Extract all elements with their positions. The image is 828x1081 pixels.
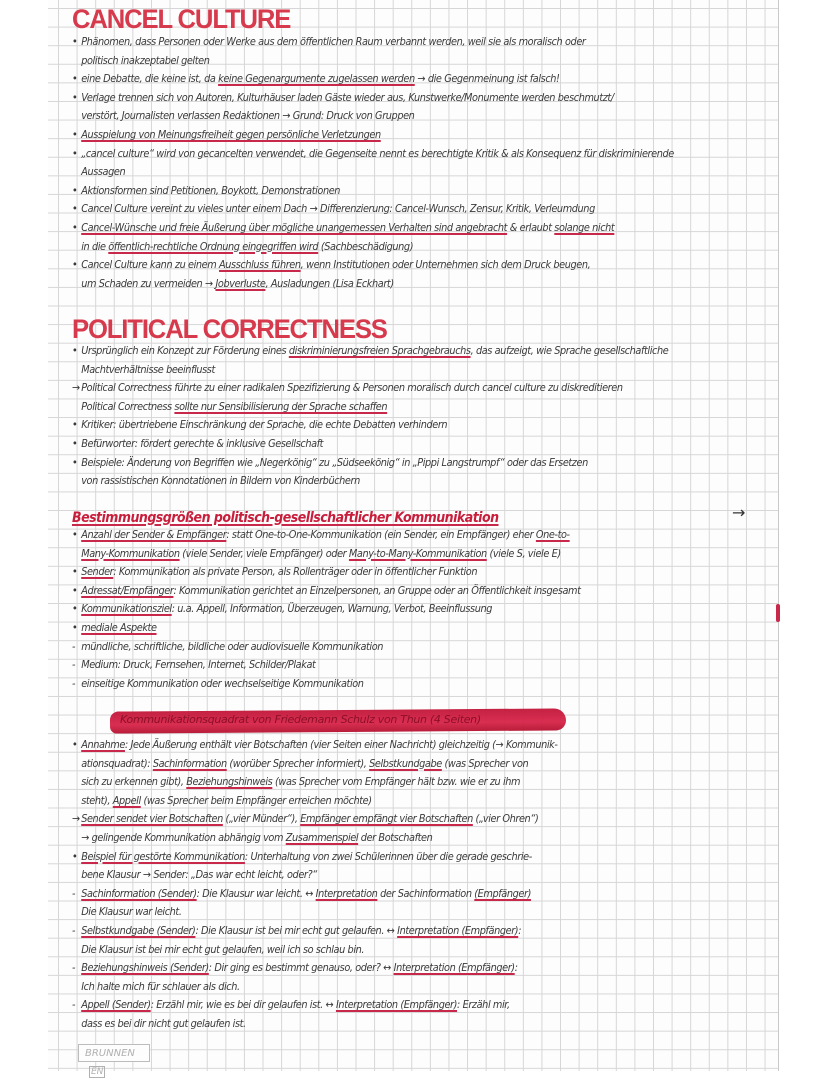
underlined-term: Sender <box>81 566 114 579</box>
bullet-icon: • <box>72 147 78 160</box>
note-text: (was Sprecher von <box>441 757 529 770</box>
bullet-icon: • <box>72 584 78 597</box>
note-text: : Kommunikation gerichtet an Einzelpersonen, an Gruppe oder an Öffentlichkeit insgesamt <box>173 584 581 597</box>
note-line <box>72 200 595 219</box>
underlined-term: keine Gegenargumente zugelassen werden <box>218 73 415 86</box>
note-line <box>72 656 315 675</box>
bullet-icon: • <box>72 456 78 469</box>
note-text: Ich halte mich für schlauer als dich. <box>81 980 240 993</box>
note-text: : Jede Äußerung enthält vier Botschaften (vier Seiten einer Nachricht) gleichzeitig (→ Kommunik- <box>124 739 558 751</box>
note-line <box>72 435 323 454</box>
bullet-icon: • <box>72 259 78 272</box>
bullet-icon: • <box>72 91 78 104</box>
note-text: mündliche, schriftliche, bildliche oder audiovisuelle Kommunikation <box>81 640 384 653</box>
note-line <box>72 238 413 257</box>
note-text: steht), <box>81 794 113 807</box>
note-text: von rassistischen Konnotationen in Bildern von Kinderbüchern <box>81 475 360 488</box>
underlined-term: Interpretation (Empfänger) <box>393 962 515 975</box>
note-text: , Ausladungen (Lisa Eckhart) <box>265 277 394 290</box>
underlined-term: Many-to-Many-Kommunikation <box>348 547 487 560</box>
underlined-term: Jobverluste <box>215 277 266 290</box>
underlined-term: solange nicht <box>554 222 615 234</box>
note-text: : <box>518 925 522 937</box>
bullet-icon: • <box>72 73 78 86</box>
brand-name: BRUNNEN <box>85 1048 135 1059</box>
note-text: der Botschaften <box>358 832 433 844</box>
note-text: Die Klausur ist bei mir echt gut gelaufen, weil ich so schlau bin. <box>81 943 365 956</box>
note-text: Kritiker: übertriebene Einschränkung der Sprache, die echte Debatten verhindern <box>81 419 448 432</box>
note-text: um Schaden zu vermeiden → <box>81 277 216 290</box>
note-line <box>72 638 383 657</box>
note-text: (viele S, viele E) <box>486 547 561 560</box>
bullet-icon: • <box>72 203 78 216</box>
note-line <box>72 454 588 473</box>
bullet-icon: • <box>72 529 78 541</box>
note-text: sich zu erkennen gibt), <box>81 776 187 789</box>
note-line <box>72 107 414 126</box>
note-text: Aussagen <box>81 166 126 179</box>
underlined-term: Appell <box>112 794 141 807</box>
underlined-term: Cancel-Wünsche und freie Äußerung über mögliche unangemessen Verhalten sind angebracht <box>81 222 508 234</box>
note-line <box>72 379 623 398</box>
note-line <box>72 600 492 619</box>
bullet-icon: • <box>72 184 78 197</box>
dash-icon: - <box>72 677 76 690</box>
note-text: („vier Münder“), <box>222 813 301 826</box>
note-text: : statt One-to-One-Kommunikation (ein Sender, ein Empfänger) eher <box>226 529 536 541</box>
note-line <box>72 675 364 694</box>
note-line <box>72 361 215 380</box>
note-text: Die Klausur war leicht. <box>81 906 182 919</box>
note-text: Phänomen, dass Personen oder Werke aus dem öffentlichen Raum verbannt werden, weil sie als moralisch oder <box>81 36 586 48</box>
note-text: : Kommunikation als private Person, als Rollenträger oder in öffentlicher Funktion <box>113 566 478 579</box>
note-line <box>72 526 570 545</box>
note-line <box>72 545 561 564</box>
underlined-term: Sachinformation (Sender) <box>81 887 197 900</box>
note-text: Political Correctness führte zu einer radikalen Spezifizierung & Personen moralisch durch cancel culture zu diskreditieren <box>81 382 623 395</box>
heading-kommunikationsquadrat: Kommunikationsquadrat von Friedemann Schulz von Thun (4 Seiten) <box>120 713 481 726</box>
underlined-term: mediale Aspekte <box>81 622 157 634</box>
underlined-term: Zusammenspiel <box>285 832 359 844</box>
note-text: ationsquadrat): <box>81 757 153 770</box>
note-line <box>72 866 317 885</box>
note-line <box>72 219 614 238</box>
note-text: & erlaubt <box>507 222 555 234</box>
note-text: bene Klausur → Sender: „Das war echt leicht, oder?“ <box>81 869 317 882</box>
note-line <box>72 885 531 904</box>
note-text: Aktionsformen sind Petitionen, Boykott, Demonstrationen <box>81 184 341 197</box>
note-text: dass es bei dir nicht gut gelaufen ist. <box>81 1018 246 1030</box>
note-text: Ursprünglich ein Konzept zur Förderung eines <box>81 345 289 357</box>
note-line <box>72 52 209 71</box>
note-line <box>72 736 557 755</box>
bullet-icon: • <box>72 345 78 357</box>
underlined-term: Adressat/Empfänger <box>81 584 174 597</box>
underlined-term: sollte nur Sensibilisierung der Sprache schaffen <box>174 400 388 413</box>
bullet-icon: • <box>72 419 78 432</box>
note-text: (viele Sender, viele Empfänger) oder <box>179 547 349 560</box>
note-text: eine Debatte, die keine ist, da <box>81 73 219 86</box>
underlined-term: Appell (Sender) <box>81 999 151 1012</box>
underlined-term: Selbstkundgabe (Sender) <box>81 925 196 937</box>
underlined-term: Beziehungshinweis (Sender) <box>81 962 209 975</box>
note-text: Machtverhältnisse beeinflusst <box>81 363 215 376</box>
bullet-icon: • <box>72 36 78 48</box>
note-line <box>72 163 125 182</box>
note-line <box>72 1015 246 1034</box>
note-text: (was Sprecher beim Empfänger erreichen möchte) <box>140 794 372 807</box>
note-line <box>72 145 674 164</box>
note-text: Befürworter: fördert gerechte & inklusive Gesellschaft <box>81 438 324 450</box>
note-text: Beispiele: Änderung von Begriffen wie „Negerkönig“ zu „Südseekönig“ in „Pippi Langstrumpf“ oder das Ersetzen <box>81 456 588 469</box>
note-line <box>72 755 528 774</box>
underlined-term: Ausschluss führen <box>219 259 301 272</box>
bullet-icon: • <box>72 129 78 141</box>
note-line <box>72 959 518 978</box>
arrow-icon: → <box>72 382 80 395</box>
note-line <box>72 398 387 417</box>
heading-cancel-culture: CANCEL CULTURE <box>72 4 291 34</box>
underlined-term: Beziehungshinweis <box>186 776 273 789</box>
note-text: („vier Ohren“) <box>472 813 539 826</box>
note-text: Medium: Druck, Fernsehen, Internet, Schilder/Plakat <box>81 659 316 672</box>
note-line <box>72 89 614 108</box>
note-text: Cancel Culture vereint zu vieles unter einem Dach → Differenzierung: Cancel-Wunsch, Zensur, Kritik, Verleumdung <box>81 203 595 216</box>
note-text: Political Correctness <box>81 400 175 413</box>
brand-logo-icon: EN <box>91 1067 104 1077</box>
bullet-icon: • <box>72 222 78 234</box>
note-text: in die <box>81 240 109 253</box>
underlined-term: Anzahl der Sender & Empfänger <box>81 529 227 541</box>
note-text: der Sachinformation <box>377 887 475 900</box>
underlined-term: Beispiel für gestörte Kommunikation <box>81 850 245 863</box>
note-text: (worüber Sprecher informiert), <box>226 757 370 770</box>
note-line <box>72 829 432 848</box>
note-text: einseitige Kommunikation oder wechselseitige Kommunikation <box>81 677 364 690</box>
arrow-icon: → <box>72 813 80 826</box>
heading-bestimmungsgroessen: Bestimmungsgrößen politisch-gesellschaftlicher Kommunikation <box>72 510 499 526</box>
underlined-term: Interpretation <box>315 887 378 900</box>
note-line <box>72 70 560 89</box>
note-line <box>72 563 477 582</box>
note-line <box>72 941 364 960</box>
bullet-icon: • <box>72 438 78 450</box>
note-line <box>72 256 590 275</box>
note-line <box>72 342 668 361</box>
note-line <box>72 773 520 792</box>
note-text: : Erzähl mir, <box>457 999 510 1012</box>
note-text: (Sachbeschädigung) <box>318 240 414 253</box>
heading-political-correctness: POLITICAL CORRECTNESS <box>72 314 387 344</box>
underlined-term: Kommunikationsziel <box>81 603 172 616</box>
underlined-term: Annahme <box>81 739 125 751</box>
note-text: , wenn Institutionen oder Unternehmen sich dem Druck beugen, <box>300 259 591 272</box>
underlined-term: (Empfänger) <box>474 887 531 900</box>
note-line <box>72 182 340 201</box>
note-text: : Die Klausur ist bei mir echt gut gelaufen. ↔ <box>195 925 398 937</box>
note-line <box>72 848 532 867</box>
note-text: : <box>514 962 518 975</box>
dash-icon: - <box>72 999 76 1012</box>
note-text: (was Sprecher vom Empfänger hält bzw. wie er zu ihm <box>272 776 521 789</box>
underlined-term: Sachinformation <box>152 757 227 770</box>
note-line <box>72 996 510 1015</box>
note-text: : Erzähl mir, wie es bei dir gelaufen ist. ↔ <box>150 999 336 1012</box>
note-text: → die Gegenmeinung ist falsch! <box>414 73 560 86</box>
notebook-page <box>48 0 779 1077</box>
note-line <box>72 582 581 601</box>
note-line <box>72 978 240 997</box>
note-line <box>72 619 157 638</box>
note-text: : u.a. Appell, Information, Überzeugen, Warnung, Verbot, Beeinflussung <box>171 603 492 616</box>
note-text: Verlage trennen sich von Autoren, Kulturhäuser laden Gäste wieder aus, Kunstwerke/Monumente werden beschmutzt/ <box>81 91 614 104</box>
note-line <box>72 472 360 491</box>
arrow-right-icon: → <box>732 503 746 522</box>
dash-icon: - <box>72 887 76 900</box>
note-text: → gelingende Kommunikation abhängig vom <box>81 832 286 844</box>
note-text: : Dir ging es bestimmt genauso, oder? ↔ <box>208 962 394 975</box>
brunnen-brand-label <box>78 1044 150 1077</box>
note-text: Cancel Culture kann zu einem <box>81 259 220 272</box>
underlined-term: öffentlich-rechtliche Ordnung eingegriffen wird <box>108 240 319 253</box>
underlined-term: One-to- <box>535 529 570 541</box>
note-text: verstört, Journalisten verlassen Redaktionen → Grund: Druck von Gruppen <box>81 110 415 123</box>
note-text: politisch inakzeptabel gelten <box>81 54 210 67</box>
margin-marker <box>776 604 780 622</box>
underlined-term: Selbstkundgabe <box>369 757 442 770</box>
dash-icon: - <box>72 925 76 937</box>
note-line <box>72 810 538 829</box>
note-line <box>72 416 447 435</box>
dash-icon: - <box>72 640 76 653</box>
bullet-icon: • <box>72 622 78 634</box>
note-line <box>72 903 182 922</box>
note-text: : Unterhaltung von zwei Schülerinnen über die gerade geschrie- <box>244 850 532 863</box>
bullet-icon: • <box>72 566 78 579</box>
note-text: , das aufzeigt, wie Sprache gesellschaftliche <box>470 345 669 357</box>
dash-icon: - <box>72 962 76 975</box>
note-text: „cancel culture“ wird von gecancelten verwendet, die Gegenseite nennt es berechtigte Kritik & als Konsequenz für diskriminierende <box>81 147 674 160</box>
note-line <box>72 792 372 811</box>
note-line <box>72 922 521 941</box>
bullet-icon: • <box>72 739 78 751</box>
underlined-term: Ausspielung von Meinungsfreiheit gegen persönliche Verletzungen <box>81 129 381 141</box>
underlined-term: diskriminierungsfreien Sprachgebrauchs <box>288 345 471 357</box>
bullet-icon: • <box>72 603 78 616</box>
underlined-term: Empfänger empfängt vier Botschaften <box>300 813 473 826</box>
underlined-term: Many-Kommunikation <box>81 547 180 560</box>
note-line <box>72 33 586 52</box>
bullet-icon: • <box>72 850 78 863</box>
underlined-term: Interpretation (Empfänger) <box>397 925 519 937</box>
note-line <box>72 275 394 294</box>
note-text: : Die Klausur war leicht. ↔ <box>196 887 316 900</box>
underlined-term: Sender sendet vier Botschaften <box>81 813 223 826</box>
dash-icon: - <box>72 659 76 672</box>
underlined-term: Interpretation (Empfänger) <box>335 999 458 1012</box>
note-line <box>72 126 381 145</box>
